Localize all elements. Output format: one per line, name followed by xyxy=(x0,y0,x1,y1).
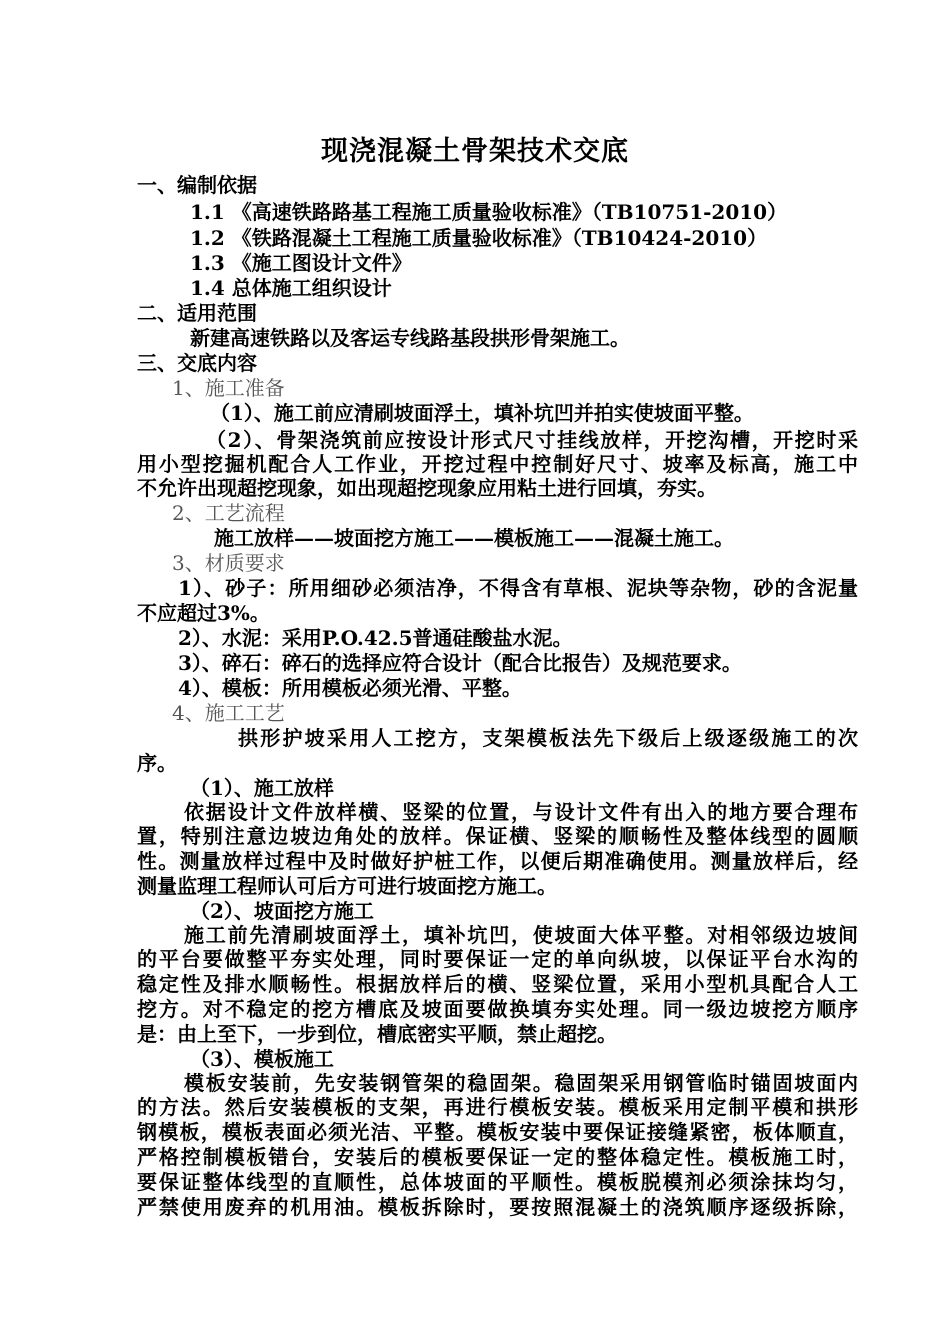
materials-item-4: 4）、模板：所用模板必须光滑、平整。 xyxy=(178,676,522,700)
excavation-line-5: 是：由上至下，一步到位，槽底密实平顺，禁止超挖。 xyxy=(137,1022,617,1046)
materials-item-2: 2）、水泥：采用P.O.42.5普通硅酸盐水泥。 xyxy=(178,626,573,650)
excavation-line-3: 稳定性及排水顺畅性。根据放样后的横、竖梁位置，采用小型机具配合人工 xyxy=(137,972,858,996)
step-heading-formwork: （3）、模板施工 xyxy=(190,1047,334,1071)
basis-item-1: 1.1 《高速铁路路基工程施工质量验收标准》（TB10751-2010） xyxy=(190,200,788,224)
preparation-item-2-line-2: 用小型挖掘机配合人工作业，开挖过程中控制好尺寸、坡率及标高，施工中 xyxy=(137,452,858,476)
subsection-heading-preparation: 1、施工准备 xyxy=(172,376,285,400)
materials-item-3: 3）、碎石：碎石的选择应符合设计（配合比报告）及规范要求。 xyxy=(178,651,742,675)
section-heading-scope: 二、适用范围 xyxy=(137,301,257,325)
materials-item-1-line-1: 1）、砂子：所用细砂必须洁净，不得含有草根、泥块等杂物，砂的含泥量 xyxy=(178,576,858,600)
formwork-line-5: 要保证整体线型的直顺性，总体坡面的平顺性。模板脱模剂必须涂抹均匀， xyxy=(137,1170,858,1194)
layout-line-2: 置，特别注意边坡边角处的放样。保证横、竖梁的顺畅性及整体线型的圆顺 xyxy=(137,824,858,848)
basis-item-3: 1.3 《施工图设计文件》 xyxy=(190,251,412,275)
preparation-item-2-line-1: （2）、骨架浇筑前应按设计形式尺寸挂线放样，开挖沟槽，开挖时采 xyxy=(206,428,858,452)
process-flow-text: 施工放样——坡面挖方施工——模板施工——混凝土施工。 xyxy=(214,526,734,550)
subsection-heading-technique: 4、施工工艺 xyxy=(172,701,285,725)
document-title: 现浇混凝土骨架技术交底 xyxy=(321,136,629,167)
preparation-item-1: （1）、施工前应清刷坡面浮土，填补坑凹并拍实使坡面平整。 xyxy=(210,401,754,425)
excavation-line-4: 挖方。对不稳定的挖方槽底及坡面要做换填夯实处理。同一级边坡挖方顺序 xyxy=(137,997,858,1021)
technique-intro-line-1: 拱形护坡采用人工挖方，支架模板法先下级后上级逐级施工的次 xyxy=(238,726,858,750)
section-heading-basis: 一、编制依据 xyxy=(137,173,257,197)
scope-text: 新建高速铁路以及客运专线路基段拱形骨架施工。 xyxy=(190,326,630,350)
formwork-line-6: 严禁使用废弃的机用油。模板拆除时，要按照混凝土的浇筑顺序逐级拆除， xyxy=(137,1195,858,1219)
formwork-line-4: 严格控制模板错台，安装后的模板要保证一定的整体稳定性。模板施工时， xyxy=(137,1145,858,1169)
basis-item-4: 1.4 总体施工组织设计 xyxy=(190,276,392,300)
layout-line-4: 测量监理工程师认可后方可进行坡面挖方施工。 xyxy=(137,874,557,898)
technique-intro-line-2: 序。 xyxy=(137,751,177,775)
layout-line-1: 依据设计文件放样横、竖梁的位置，与设计文件有出入的地方要合理布 xyxy=(184,800,858,824)
basis-item-2: 1.2 《铁路混凝土工程施工质量验收标准》（TB10424-2010） xyxy=(190,226,768,250)
formwork-line-2: 的方法。然后安装模板的支架，再进行模板安装。模板采用定制平模和拱形 xyxy=(137,1095,858,1119)
subsection-heading-materials: 3、材质要求 xyxy=(172,551,285,575)
formwork-line-1: 模板安装前，先安装钢管架的稳固架。稳固架采用钢管临时锚固坡面内 xyxy=(184,1071,858,1095)
materials-item-1-line-2: 不应超过3%。 xyxy=(137,601,270,625)
excavation-line-2: 的平台要做整平夯实处理，同时要保证一定的单向纵坡，以保证平台水沟的 xyxy=(137,947,858,971)
layout-line-3: 性。测量放样过程中及时做好护桩工作，以便后期准确使用。测量放样后，经 xyxy=(137,849,858,873)
excavation-line-1: 施工前先清刷坡面浮土，填补坑凹，使坡面大体平整。对相邻级边坡间 xyxy=(184,923,858,947)
step-heading-excavation: （2）、坡面挖方施工 xyxy=(190,899,374,923)
step-heading-layout: （1）、施工放样 xyxy=(190,776,334,800)
formwork-line-3: 钢模板，模板表面必须光洁、平整。模板安装中要保证接缝紧密，板体顺直， xyxy=(137,1120,858,1144)
preparation-item-2-line-3: 不允许出现超挖现象，如出现超挖现象应用粘土进行回填，夯实。 xyxy=(137,476,717,500)
section-heading-content: 三、交底内容 xyxy=(137,351,257,375)
subsection-heading-process: 2、工艺流程 xyxy=(172,501,285,525)
